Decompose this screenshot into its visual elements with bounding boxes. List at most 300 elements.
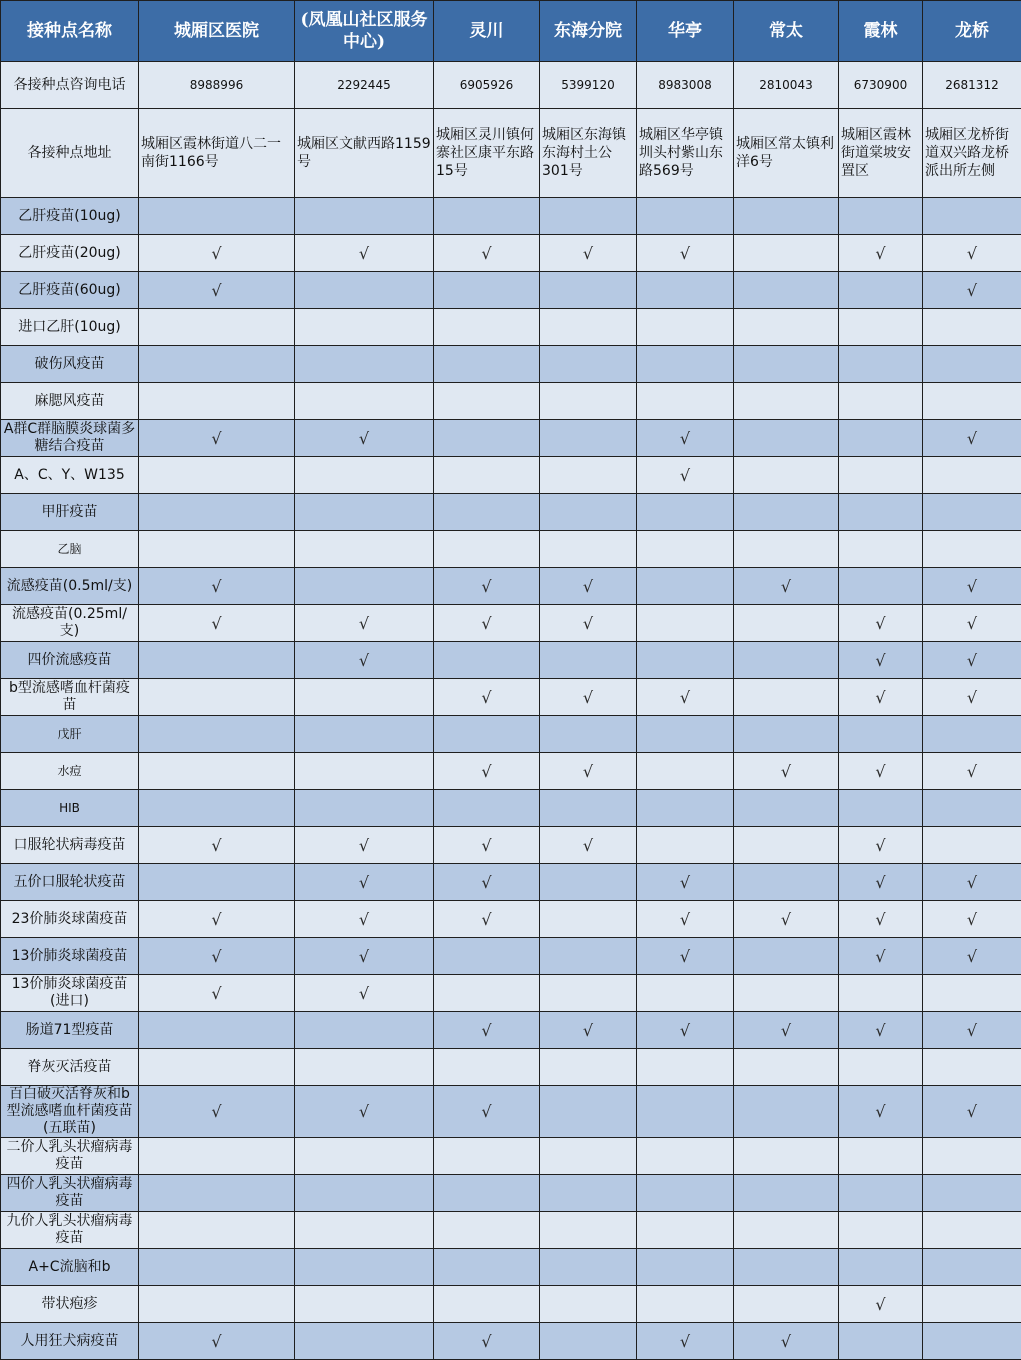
availability-cell	[434, 309, 540, 346]
check-mark-icon: √	[967, 874, 977, 891]
vaccine-name: 口服轮状病毒疫苗	[1, 827, 139, 864]
availability-cell	[839, 938, 923, 975]
check-mark-icon: √	[967, 948, 977, 965]
phone-value: 2810043	[734, 62, 839, 109]
vaccine-row	[1, 901, 1021, 938]
vaccine-row	[1, 1286, 1021, 1323]
availability-cell	[540, 642, 637, 679]
address-value: 城厢区常太镇利洋6号	[734, 109, 839, 198]
availability-cell	[839, 1286, 923, 1323]
availability-cell	[637, 309, 734, 346]
address-value: 城厢区龙桥街道双兴路龙桥派出所左侧	[923, 109, 1021, 198]
check-mark-icon: √	[781, 1022, 791, 1039]
phone-value: 5399120	[540, 62, 637, 109]
availability-cell	[540, 1212, 637, 1249]
availability-cell	[540, 1086, 637, 1138]
address-value: 城厢区华亭镇圳头村紫山东路569号	[637, 109, 734, 198]
availability-cell	[923, 1212, 1021, 1249]
header-donghai: 东海分院	[540, 1, 637, 62]
check-mark-icon: √	[359, 837, 369, 854]
availability-cell	[434, 1086, 540, 1138]
availability-cell	[923, 753, 1021, 790]
check-mark-icon: √	[875, 1103, 885, 1120]
availability-cell	[923, 383, 1021, 420]
availability-cell	[434, 1249, 540, 1286]
availability-cell	[734, 1212, 839, 1249]
availability-cell	[637, 531, 734, 568]
vaccine-name: 流感疫苗(0.25ml/支)	[1, 605, 139, 642]
availability-cell	[637, 1086, 734, 1138]
check-mark-icon: √	[481, 874, 491, 891]
check-mark-icon: √	[680, 1022, 690, 1039]
availability-cell	[295, 198, 434, 235]
availability-cell	[923, 679, 1021, 716]
availability-cell	[839, 420, 923, 457]
check-mark-icon: √	[875, 652, 885, 669]
availability-cell	[139, 346, 295, 383]
availability-cell	[139, 938, 295, 975]
availability-cell	[839, 383, 923, 420]
vaccine-name: b型流感嗜血杆菌疫苗	[1, 679, 139, 716]
check-mark-icon: √	[359, 948, 369, 965]
check-mark-icon: √	[583, 1022, 593, 1039]
vaccine-name: 五价口服轮状疫苗	[1, 864, 139, 901]
availability-cell	[923, 346, 1021, 383]
availability-cell	[734, 938, 839, 975]
vaccine-name: 破伤风疫苗	[1, 346, 139, 383]
vaccine-row	[1, 790, 1021, 827]
vaccine-row	[1, 642, 1021, 679]
availability-cell	[139, 790, 295, 827]
check-mark-icon: √	[781, 1333, 791, 1350]
address-value: 城厢区东海镇东海村土公301号	[540, 109, 637, 198]
vaccine-row	[1, 716, 1021, 753]
availability-cell	[734, 975, 839, 1012]
check-mark-icon: √	[967, 1103, 977, 1120]
availability-cell	[295, 753, 434, 790]
vaccine-name: 脊灰灭活疫苗	[1, 1049, 139, 1086]
vaccine-name: A+C流脑和b	[1, 1249, 139, 1286]
availability-cell	[637, 753, 734, 790]
check-mark-icon: √	[481, 1022, 491, 1039]
availability-cell	[839, 790, 923, 827]
availability-cell	[540, 753, 637, 790]
availability-cell	[637, 790, 734, 827]
availability-cell	[637, 1138, 734, 1175]
availability-cell	[923, 1249, 1021, 1286]
check-mark-icon: √	[583, 763, 593, 780]
check-mark-icon: √	[211, 837, 221, 854]
availability-cell	[923, 716, 1021, 753]
check-mark-icon: √	[359, 652, 369, 669]
availability-cell	[637, 864, 734, 901]
availability-cell	[839, 679, 923, 716]
availability-cell	[637, 1286, 734, 1323]
availability-cell	[434, 346, 540, 383]
vaccine-row	[1, 198, 1021, 235]
availability-cell	[295, 1249, 434, 1286]
availability-cell	[923, 1175, 1021, 1212]
availability-cell	[540, 198, 637, 235]
availability-cell	[734, 568, 839, 605]
availability-cell	[139, 975, 295, 1012]
check-mark-icon: √	[781, 911, 791, 928]
availability-cell	[923, 642, 1021, 679]
check-mark-icon: √	[211, 985, 221, 1002]
check-mark-icon: √	[481, 1333, 491, 1350]
check-mark-icon: √	[967, 689, 977, 706]
availability-cell	[139, 531, 295, 568]
vaccine-name: 流感疫苗(0.5ml/支)	[1, 568, 139, 605]
availability-cell	[540, 679, 637, 716]
vaccine-row	[1, 975, 1021, 1012]
availability-cell	[637, 679, 734, 716]
check-mark-icon: √	[359, 911, 369, 928]
address-row	[1, 109, 1021, 198]
check-mark-icon: √	[781, 763, 791, 780]
check-mark-icon: √	[211, 578, 221, 595]
availability-cell	[139, 309, 295, 346]
availability-cell	[923, 457, 1021, 494]
availability-cell	[295, 1012, 434, 1049]
availability-cell	[540, 272, 637, 309]
availability-cell	[734, 531, 839, 568]
availability-cell	[540, 494, 637, 531]
availability-cell	[637, 235, 734, 272]
availability-cell	[540, 790, 637, 827]
availability-cell	[295, 716, 434, 753]
availability-cell	[637, 901, 734, 938]
phone-row-label: 各接种点咨询电话	[1, 62, 139, 109]
availability-cell	[434, 1323, 540, 1360]
availability-cell	[139, 1086, 295, 1138]
availability-cell	[734, 753, 839, 790]
check-mark-icon: √	[359, 245, 369, 262]
vaccine-row	[1, 235, 1021, 272]
availability-cell	[540, 1249, 637, 1286]
availability-cell	[637, 1212, 734, 1249]
availability-cell	[540, 531, 637, 568]
availability-cell	[923, 568, 1021, 605]
check-mark-icon: √	[967, 652, 977, 669]
availability-cell	[734, 494, 839, 531]
availability-cell	[923, 1138, 1021, 1175]
availability-cell	[295, 901, 434, 938]
availability-cell	[734, 383, 839, 420]
availability-cell	[839, 1086, 923, 1138]
check-mark-icon: √	[875, 1022, 885, 1039]
vaccine-row	[1, 605, 1021, 642]
availability-cell	[139, 901, 295, 938]
availability-cell	[734, 901, 839, 938]
availability-cell	[434, 420, 540, 457]
check-mark-icon: √	[875, 911, 885, 928]
vaccine-name: 23价肺炎球菌疫苗	[1, 901, 139, 938]
vaccine-name: 二价人乳头状瘤病毒疫苗	[1, 1138, 139, 1175]
availability-cell	[139, 568, 295, 605]
availability-cell	[139, 494, 295, 531]
availability-cell	[839, 605, 923, 642]
availability-cell	[540, 864, 637, 901]
availability-cell	[295, 235, 434, 272]
availability-cell	[923, 790, 1021, 827]
availability-cell	[637, 1323, 734, 1360]
header-lingchuan: 灵川	[434, 1, 540, 62]
phone-value: 8983008	[637, 62, 734, 109]
availability-cell	[139, 420, 295, 457]
check-mark-icon: √	[680, 911, 690, 928]
availability-cell	[434, 568, 540, 605]
vaccine-row	[1, 1323, 1021, 1360]
availability-cell	[540, 346, 637, 383]
availability-cell	[839, 827, 923, 864]
check-mark-icon: √	[583, 837, 593, 854]
vaccine-name: 带状疱疹	[1, 1286, 139, 1323]
availability-cell	[295, 1138, 434, 1175]
check-mark-icon: √	[967, 430, 977, 447]
check-mark-icon: √	[680, 689, 690, 706]
availability-cell	[734, 1249, 839, 1286]
availability-cell	[139, 235, 295, 272]
availability-cell	[295, 642, 434, 679]
address-value: 城厢区霞林街道棠坡安置区	[839, 109, 923, 198]
availability-cell	[839, 198, 923, 235]
vaccine-name: 百白破灭活脊灰和b型流感嗜血杆菌疫苗(五联苗)	[1, 1086, 139, 1138]
phone-row	[1, 62, 1021, 109]
check-mark-icon: √	[875, 615, 885, 632]
availability-cell	[295, 494, 434, 531]
header-site-name: 接种点名称	[1, 1, 139, 62]
availability-cell	[734, 716, 839, 753]
availability-cell	[434, 679, 540, 716]
availability-cell	[540, 457, 637, 494]
header-fenghuangshan: (凤凰山社区服务中心)	[295, 1, 434, 62]
availability-cell	[295, 827, 434, 864]
availability-cell	[923, 938, 1021, 975]
availability-cell	[839, 346, 923, 383]
vaccine-row	[1, 568, 1021, 605]
availability-cell	[637, 568, 734, 605]
vaccine-name: 肠道71型疫苗	[1, 1012, 139, 1049]
vaccine-name: HIB	[1, 790, 139, 827]
availability-cell	[295, 420, 434, 457]
availability-cell	[734, 642, 839, 679]
availability-cell	[434, 1286, 540, 1323]
vaccine-name: A、C、Y、W135	[1, 457, 139, 494]
vaccine-name: 四价流感疫苗	[1, 642, 139, 679]
check-mark-icon: √	[583, 615, 593, 632]
availability-cell	[923, 198, 1021, 235]
check-mark-icon: √	[875, 763, 885, 780]
availability-cell	[637, 1049, 734, 1086]
availability-cell	[295, 790, 434, 827]
phone-value: 8988996	[139, 62, 295, 109]
availability-cell	[839, 1212, 923, 1249]
availability-cell	[540, 1323, 637, 1360]
availability-cell	[139, 198, 295, 235]
check-mark-icon: √	[680, 948, 690, 965]
vaccine-name: 13价肺炎球菌疫苗(进口)	[1, 975, 139, 1012]
vaccine-row	[1, 1249, 1021, 1286]
availability-cell	[540, 1286, 637, 1323]
availability-cell	[923, 272, 1021, 309]
availability-cell	[139, 1286, 295, 1323]
availability-cell	[839, 568, 923, 605]
availability-cell	[923, 494, 1021, 531]
availability-cell	[434, 494, 540, 531]
availability-cell	[295, 679, 434, 716]
check-mark-icon: √	[583, 689, 593, 706]
check-mark-icon: √	[359, 1103, 369, 1120]
check-mark-icon: √	[481, 615, 491, 632]
availability-cell	[434, 235, 540, 272]
availability-cell	[139, 1175, 295, 1212]
vaccine-name: 麻腮风疫苗	[1, 383, 139, 420]
availability-cell	[434, 790, 540, 827]
availability-cell	[139, 753, 295, 790]
check-mark-icon: √	[359, 615, 369, 632]
availability-cell	[637, 383, 734, 420]
availability-cell	[923, 1049, 1021, 1086]
availability-cell	[734, 605, 839, 642]
availability-cell	[139, 1012, 295, 1049]
availability-cell	[637, 198, 734, 235]
check-mark-icon: √	[481, 837, 491, 854]
availability-cell	[295, 309, 434, 346]
availability-cell	[540, 1175, 637, 1212]
availability-cell	[139, 1138, 295, 1175]
availability-cell	[839, 457, 923, 494]
availability-cell	[434, 753, 540, 790]
availability-cell	[923, 235, 1021, 272]
availability-cell	[839, 1138, 923, 1175]
availability-cell	[139, 605, 295, 642]
availability-cell	[839, 1323, 923, 1360]
availability-cell	[540, 1138, 637, 1175]
availability-cell	[637, 346, 734, 383]
availability-cell	[637, 975, 734, 1012]
availability-cell	[923, 1286, 1021, 1323]
availability-cell	[434, 827, 540, 864]
check-mark-icon: √	[875, 837, 885, 854]
availability-cell	[139, 1049, 295, 1086]
check-mark-icon: √	[211, 1333, 221, 1350]
check-mark-icon: √	[359, 430, 369, 447]
header-huating: 华亭	[637, 1, 734, 62]
availability-cell	[434, 457, 540, 494]
check-mark-icon: √	[359, 985, 369, 1002]
availability-cell	[637, 1175, 734, 1212]
availability-cell	[295, 531, 434, 568]
availability-cell	[540, 605, 637, 642]
availability-cell	[637, 494, 734, 531]
check-mark-icon: √	[875, 874, 885, 891]
vaccine-row	[1, 827, 1021, 864]
check-mark-icon: √	[680, 467, 690, 484]
availability-cell	[839, 716, 923, 753]
check-mark-icon: √	[967, 911, 977, 928]
availability-cell	[295, 938, 434, 975]
availability-cell	[734, 1175, 839, 1212]
address-value: 城厢区灵川镇何寨社区康平东路15号	[434, 109, 540, 198]
availability-cell	[295, 383, 434, 420]
check-mark-icon: √	[481, 245, 491, 262]
availability-cell	[295, 1049, 434, 1086]
vaccine-row	[1, 457, 1021, 494]
availability-cell	[637, 642, 734, 679]
availability-cell	[540, 420, 637, 457]
availability-cell	[734, 235, 839, 272]
availability-cell	[839, 864, 923, 901]
availability-cell	[839, 1175, 923, 1212]
vaccine-name: 人用狂犬病疫苗	[1, 1323, 139, 1360]
vaccine-name: 戊肝	[1, 716, 139, 753]
availability-cell	[139, 272, 295, 309]
vaccine-row	[1, 309, 1021, 346]
check-mark-icon: √	[481, 689, 491, 706]
availability-cell	[637, 1249, 734, 1286]
availability-cell	[139, 716, 295, 753]
availability-cell	[734, 790, 839, 827]
check-mark-icon: √	[875, 245, 885, 262]
availability-cell	[434, 1212, 540, 1249]
address-value: 城厢区文献西路1159号	[295, 109, 434, 198]
vaccine-row	[1, 1212, 1021, 1249]
availability-cell	[540, 383, 637, 420]
vaccine-name: 四价人乳头状瘤病毒疫苗	[1, 1175, 139, 1212]
availability-cell	[540, 1049, 637, 1086]
availability-cell	[839, 1012, 923, 1049]
availability-cell	[839, 1249, 923, 1286]
availability-cell	[734, 346, 839, 383]
check-mark-icon: √	[481, 763, 491, 780]
vaccine-row	[1, 1138, 1021, 1175]
availability-cell	[734, 864, 839, 901]
vaccine-row	[1, 494, 1021, 531]
availability-cell	[434, 642, 540, 679]
availability-cell	[839, 753, 923, 790]
availability-cell	[734, 272, 839, 309]
vaccine-name: A群C群脑膜炎球菌多糖结合疫苗	[1, 420, 139, 457]
availability-cell	[734, 1138, 839, 1175]
check-mark-icon: √	[680, 1333, 690, 1350]
header-chengxiang-hospital: 城厢区医院	[139, 1, 295, 62]
check-mark-icon: √	[967, 1022, 977, 1039]
vaccine-name: 甲肝疫苗	[1, 494, 139, 531]
availability-cell	[734, 420, 839, 457]
availability-cell	[923, 1012, 1021, 1049]
check-mark-icon: √	[967, 245, 977, 262]
availability-cell	[295, 1323, 434, 1360]
availability-cell	[734, 1286, 839, 1323]
phone-value: 2292445	[295, 62, 434, 109]
availability-cell	[295, 1175, 434, 1212]
availability-cell	[839, 272, 923, 309]
availability-cell	[139, 642, 295, 679]
check-mark-icon: √	[211, 615, 221, 632]
availability-cell	[434, 272, 540, 309]
check-mark-icon: √	[967, 578, 977, 595]
availability-cell	[295, 1086, 434, 1138]
availability-cell	[734, 679, 839, 716]
availability-cell	[434, 383, 540, 420]
availability-cell	[540, 235, 637, 272]
availability-cell	[923, 827, 1021, 864]
availability-cell	[540, 716, 637, 753]
vaccine-row	[1, 938, 1021, 975]
availability-cell	[434, 531, 540, 568]
availability-cell	[295, 457, 434, 494]
